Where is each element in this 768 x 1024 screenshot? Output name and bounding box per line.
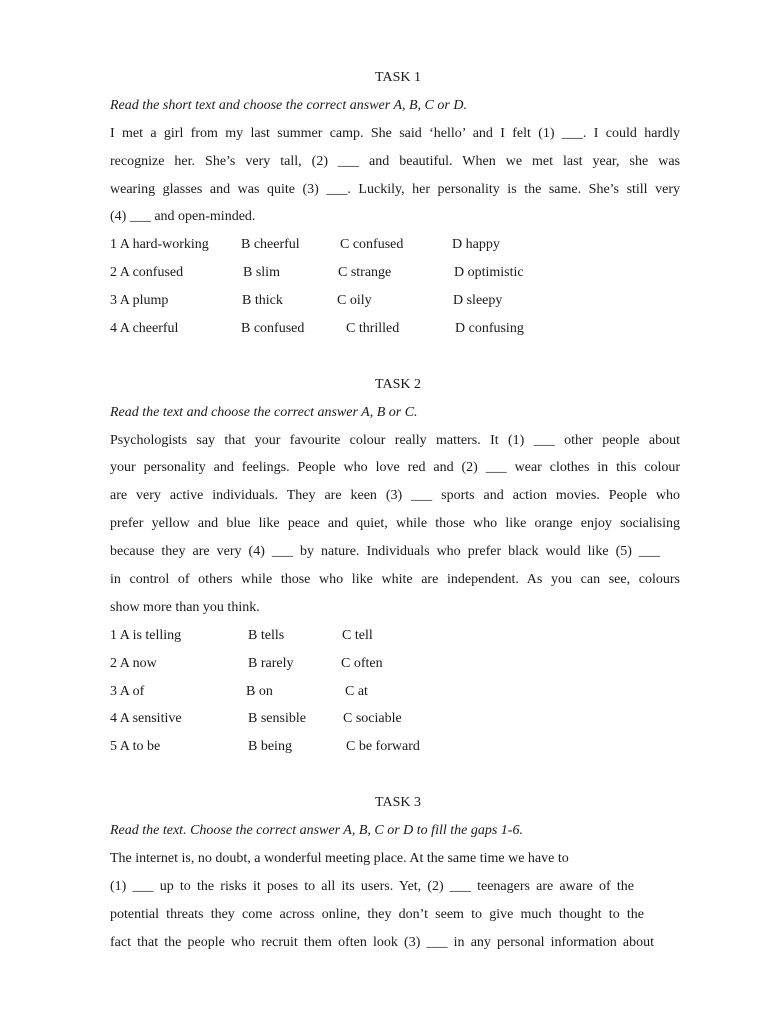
option-c: C strange [338, 265, 392, 281]
text-line: wearing glasses and was quite (3) ___. Luckily, her personality is the same. She’s still very [110, 181, 680, 197]
task-title: TASK 1 [375, 70, 421, 85]
task-2 [110, 371, 680, 761]
task-instruction: Read the short text and choose the correct answer A, B, C or D. [110, 97, 467, 113]
option-b: B being [248, 739, 292, 755]
option-a: 3 A plump [110, 293, 169, 309]
task-1 [110, 64, 680, 343]
task-instruction: Read the text. Choose the correct answer A, B, C or D to fill the gaps 1-6. [110, 823, 523, 839]
text-line: prefer yellow and blue like peace and quiet, while those who like orange enjoy socialising [110, 516, 680, 532]
task-instruction: Read the text and choose the correct answer A, B or C. [110, 404, 418, 420]
option-d: D sleepy [453, 293, 503, 309]
option-c: C often [341, 655, 383, 671]
option-a: 1 A is telling [110, 627, 182, 643]
option-c: C be forward [346, 739, 420, 755]
exam-page [110, 64, 680, 957]
text-line: I met a girl from my last summer camp. She said ‘hello’ and I felt (1) ___. I could hardly [110, 125, 680, 141]
option-a: 2 A now [110, 655, 157, 671]
text-line: potential threats they come across online, they don’t seem to give much thought to the [110, 906, 644, 922]
text-line: your personality and feelings. People who love red and (2) ___ wear clothes in this colour [110, 460, 680, 476]
text-line: Psychologists say that your favourite colour really matters. It (1) ___ other people about [110, 432, 680, 448]
text-line: are very active individuals. They are keen (3) ___ sports and action movies. People who [110, 488, 680, 504]
option-c: C tell [342, 627, 373, 643]
option-a: 4 A sensitive [110, 711, 182, 727]
text-line: (1) ___ up to the risks it poses to all its users. Yet, (2) ___ teenagers are aware of the [110, 878, 634, 894]
option-row [110, 315, 680, 343]
option-row [110, 231, 680, 259]
option-b: B on [246, 683, 273, 699]
text-line: show more than you think. [110, 599, 260, 615]
option-d: D optimistic [454, 265, 524, 281]
option-b: B tells [248, 627, 285, 643]
text-line: fact that the people who recruit them often look (3) ___ in any personal information about [110, 934, 654, 950]
task-3 [110, 789, 680, 956]
option-row [110, 733, 680, 761]
option-b: B cheerful [241, 237, 300, 253]
option-c: C at [345, 683, 368, 699]
option-b: B rarely [248, 655, 294, 671]
text-line: recognize her. She’s very tall, (2) ___ and beautiful. When we met last year, she was [110, 153, 680, 169]
option-b: B confused [241, 321, 305, 337]
option-row [110, 287, 680, 315]
option-d: D happy [452, 237, 500, 253]
option-c: C thrilled [346, 321, 400, 337]
option-c: C confused [340, 237, 404, 253]
option-row [110, 622, 680, 650]
option-d: D confusing [455, 321, 524, 337]
option-a: 1 A hard-working [110, 237, 209, 253]
option-a: 5 A to be [110, 739, 161, 755]
option-a: 3 A of [110, 683, 145, 699]
option-b: B slim [243, 265, 280, 281]
text-line: in control of others while those who like white are independent. As you can see, colours [110, 572, 680, 588]
option-row [110, 678, 680, 706]
option-c: C sociable [343, 711, 402, 727]
task-title: TASK 2 [375, 376, 421, 392]
option-b: B sensible [248, 711, 306, 727]
text-line: because they are very (4) ___ by nature. Individuals who prefer black would like (5) ___ [110, 544, 660, 560]
option-a: 4 A cheerful [110, 321, 179, 337]
option-row [110, 650, 680, 678]
text-line: The internet is, no doubt, a wonderful meeting place. At the same time we have to [110, 850, 569, 866]
option-c: C oily [337, 293, 372, 309]
text-line: (4) ___ and open-minded. [110, 209, 256, 225]
option-row [110, 705, 680, 733]
option-row [110, 259, 680, 287]
option-b: B thick [242, 293, 283, 309]
task-title: TASK 3 [375, 795, 421, 811]
option-a: 2 A confused [110, 265, 184, 281]
